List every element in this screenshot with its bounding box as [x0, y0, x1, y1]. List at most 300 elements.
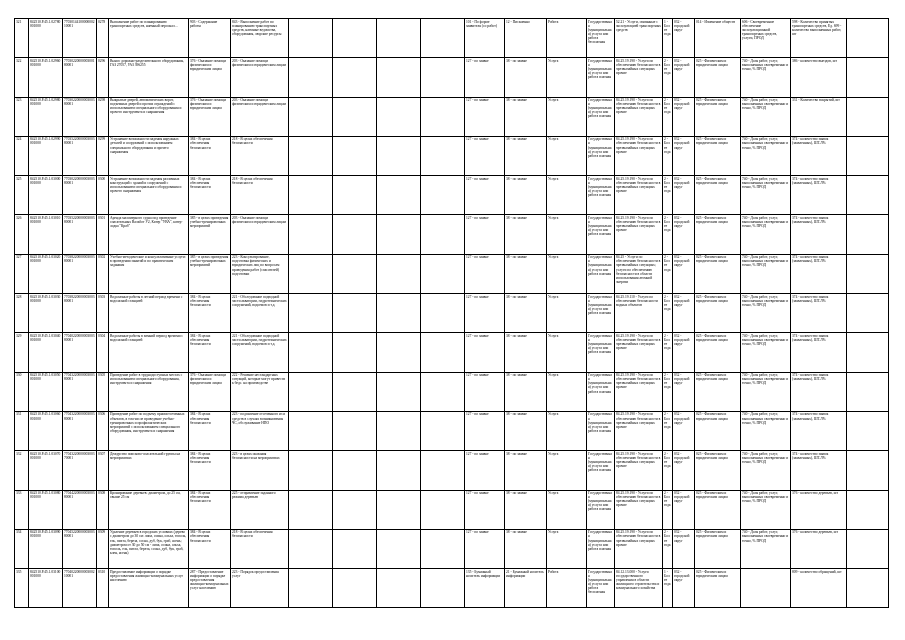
empty-cell	[333, 411, 377, 450]
volume-indicator-cell: 374 - количество заявок (заявленных), ШТ.Л%	[791, 254, 847, 293]
service-code-cell: 842510.Р.45.1.03000001000	[29, 176, 63, 215]
okpd-code-cell: 84.25.19.110 - Услуги по обеспечению безопасности водных объектов	[615, 294, 663, 333]
recipient-category-cell: 025 - Физическим и юридическим лицам	[695, 215, 741, 254]
quality-indicator-cell	[741, 569, 791, 608]
volume-indicator-cell: 376 - количество деревьев, шт	[791, 529, 847, 568]
table-row	[15, 97, 889, 136]
empty-cell	[847, 333, 889, 372]
service-name-cell: Устранение возможности падения наружных деталей и сооружений с использованием специального оборудования и прочего снаряжения	[109, 136, 189, 175]
service-kind-cell: Работа	[547, 19, 587, 58]
period-unit-cell: 2 - Более года	[663, 490, 673, 529]
okved-code-cell: 385 - в целях проведения учебно-тренировочных мероприятий	[189, 254, 231, 293]
okpd-code-cell: 84.25.19.190 - Услуги по обеспечению безопасности в чрезвычайных ситуациях прочие	[615, 97, 663, 136]
service-index-cell: 0296	[97, 58, 109, 97]
okpd-code-cell: 84.25.19.190 - Услуги по обеспечению безопасности в чрезвычайных ситуациях прочие	[615, 58, 663, 97]
empty-cell	[377, 490, 421, 529]
empty-cell	[289, 372, 333, 411]
territory-cell: 032 - городской округ	[673, 529, 695, 568]
okpd-code-cell: 84.25 - Услуги по обеспечению безопасности в чрезвычайных ситуациях; услуги по обеспечению безопасности в области использования атомной энергии	[615, 254, 663, 293]
empty-cell	[377, 451, 421, 490]
service-code-cell: 842510.Р.45.1.03050001000	[29, 372, 63, 411]
service-kind-cell: Услуга	[547, 58, 587, 97]
empty-cell	[333, 215, 377, 254]
empty-cell	[333, 97, 377, 136]
table-row	[15, 333, 889, 372]
delivery-channel-cell: 38 - по заявке	[505, 136, 547, 175]
service-name-cell: Водолазные работы в зимний период времени с водолазной станцией	[109, 333, 189, 372]
service-index-cell: 0307	[97, 451, 109, 490]
empty-cell	[289, 97, 333, 136]
empty-cell	[421, 529, 465, 568]
service-code-cell: 842510.Р.45.1.03080001000	[29, 490, 63, 529]
okved-code-cell: 384 - В целях обеспечения безопасности	[189, 136, 231, 175]
service-content-cell: 203 - Оказание помощи физическим и юридическим лицам	[231, 97, 289, 136]
empty-cell	[377, 58, 421, 97]
okved-code-cell: 903 - Содержание работы	[189, 19, 231, 58]
empty-cell	[847, 294, 889, 333]
payment-type-cell: Государственная (муниципальная) услуга или работа платная	[587, 490, 615, 529]
empty-cell	[377, 372, 421, 411]
empty-cell	[377, 254, 421, 293]
okved-code-cell: 384 - В целях обеспечения безопасности	[189, 451, 231, 490]
empty-cell	[847, 136, 889, 175]
territory-cell: 032 - городской округ	[673, 136, 695, 175]
period-unit-cell: 2 - Более года	[663, 136, 673, 175]
payment-type-cell: Государственная (муниципальная) услуга или работа платная	[587, 333, 615, 372]
period-unit-cell: 2 - Более года	[663, 97, 673, 136]
empty-cell	[289, 451, 333, 490]
payment-type-cell: Государственная (муниципальная) услуга или работа платная	[587, 254, 615, 293]
table-row	[15, 372, 889, 411]
row-number-cell: 325	[15, 176, 29, 215]
service-code-cell: 842510.Р.45.1.02780001000	[29, 19, 63, 58]
okved-code-cell: 384 - В целях обеспечения безопасности	[189, 176, 231, 215]
delivery-channel-cell: 38 - по заявке	[505, 333, 547, 372]
service-index-cell: 0301	[97, 215, 109, 254]
delivery-channel-cell: 38 - по заявке	[505, 254, 547, 293]
territory-cell: 032 - городской округ	[673, 58, 695, 97]
delivery-channel-cell: 38 - по заявке	[505, 411, 547, 450]
service-content-cell: 221 - Обследование подводной части акватории, гидротехнических сооружений, водоемов и т.д.	[231, 294, 289, 333]
recipient-category-cell: 014 - Изменение обществ	[695, 19, 741, 58]
territory-cell: 032 - городской округ	[673, 176, 695, 215]
service-content-cell: 218 - В целях обеспечения безопасности	[231, 176, 289, 215]
recipient-category-cell: 025 - Физическим и юридическим лицам	[695, 136, 741, 175]
delivery-channel-cell: 38 - по заявке	[505, 490, 547, 529]
volume-indicator-cell: 374 - количество заявок (заявленных), ШТ.Л%	[791, 411, 847, 450]
empty-cell	[289, 136, 333, 175]
service-code-cell: 842510.Р.45.1.03030001000	[29, 294, 63, 333]
row-number-cell: 323	[15, 97, 29, 136]
okpd-code-cell: 52.21 - Услуги, связанные с эксплуатацией транспортных средств	[615, 19, 663, 58]
table-row	[15, 569, 889, 608]
service-kind-cell: Услуга	[547, 490, 587, 529]
service-content-cell: 223 - Порядок предоставления услуг	[231, 569, 289, 608]
delivery-channel-cell: 38 - по заявке	[505, 294, 547, 333]
empty-cell	[421, 19, 465, 58]
table-row	[15, 19, 889, 58]
empty-cell	[289, 411, 333, 450]
registry-number-cell: 7703022000000300380001	[63, 176, 97, 215]
territory-cell: 032 - городской округ	[673, 254, 695, 293]
empty-cell	[333, 254, 377, 293]
service-kind-cell: Услуга	[547, 215, 587, 254]
registry-number-cell: 7703522000000300380001	[63, 136, 97, 175]
territory-cell: 032 - городской округ	[673, 333, 695, 372]
delivery-form-cell: 127 - по заявке	[465, 58, 505, 97]
payment-type-cell: Государственная (муниципальная) услуга или работа платная	[587, 58, 615, 97]
territory-cell: 032 - городской округ	[673, 372, 695, 411]
empty-cell	[333, 176, 377, 215]
okpd-code-cell: 84.25.19.190 - Услуги по обеспечению безопасности в чрезвычайных ситуациях прочие	[615, 136, 663, 175]
service-kind-cell: Работа	[547, 569, 587, 608]
service-content-cell: 223 - подпиление отсеченного из и средств в случаях возникновения ЧС, обслуживание НПО	[231, 411, 289, 450]
empty-cell	[421, 490, 465, 529]
empty-cell	[377, 294, 421, 333]
registry-table	[14, 18, 889, 608]
payment-type-cell: Государственная (муниципальная) услуга или работа платная	[587, 136, 615, 175]
recipient-category-cell: 025 - Физическим и юридическим лицам	[695, 97, 741, 136]
row-number-cell: 333	[15, 490, 29, 529]
service-name-cell: Устранение возможности падения различных конструкций с зданий и сооружений с использованием специального оборудования и прочего снаряжения	[109, 176, 189, 215]
territory-cell: 032 - городской округ	[673, 215, 695, 254]
delivery-form-cell: 127 - по заявке	[465, 529, 505, 568]
service-name-cell: Дежурство поисково-спасательной группы на мероприятиях	[109, 451, 189, 490]
delivery-channel-cell: 38 - по заявке	[505, 97, 547, 136]
empty-cell	[421, 411, 465, 450]
delivery-channel-cell: 38 - по заявке	[505, 215, 547, 254]
row-number-cell: 335	[15, 569, 29, 608]
row-number-cell: 334	[15, 529, 29, 568]
row-number-cell: 327	[15, 254, 29, 293]
delivery-form-cell: 127 - по заявке	[465, 411, 505, 450]
empty-cell	[333, 58, 377, 97]
service-content-cell: 843 - Выполнение работ по планированию транспортных средств, наемные ведомства, оборудования, людские ресурсы	[231, 19, 289, 58]
okpd-code-cell: 84.25.19.190 - Услуги по обеспечению безопасности в чрезвычайных ситуациях прочие	[615, 529, 663, 568]
volume-indicator-cell: 331 - Количество вскрытий, шт	[791, 97, 847, 136]
service-name-cell: Водолазные работы в летний период времени с водолазной станцией	[109, 294, 189, 333]
quality-indicator-cell: 740 - Доля работ, услуг, выполненных своевременно и точно, % ПРОД	[741, 490, 791, 529]
okpd-code-cell: 84.25.19.190 - Услуги по обеспечению безопасности в чрезвычайных ситуациях прочие	[615, 176, 663, 215]
empty-cell	[333, 490, 377, 529]
empty-cell	[377, 411, 421, 450]
payment-type-cell: Государственная (муниципальная) услуга или работа платная	[587, 176, 615, 215]
delivery-channel-cell: 12 - Письменно	[505, 19, 547, 58]
service-index-cell: 0306	[97, 411, 109, 450]
quality-indicator-cell: 740 - Доля работ, услуг, выполненных своевременно и точно, % ПРОД	[741, 451, 791, 490]
delivery-form-cell: 127 - по заявке	[465, 176, 505, 215]
volume-indicator-cell: 374 - количество заявок (заявленных), ШТ.Л%	[791, 136, 847, 175]
recipient-category-cell: 025 - Физическим и юридическим лицам	[695, 294, 741, 333]
registry-number-cell: 7703822000000300380001	[63, 254, 97, 293]
service-content-cell: 223 - в целях оказания безопасности на мероприятиях	[231, 451, 289, 490]
service-index-cell: 0302	[97, 254, 109, 293]
empty-cell	[289, 254, 333, 293]
service-code-cell: 842510.Р.45.1.02960001000	[29, 58, 63, 97]
service-index-cell: 0300	[97, 176, 109, 215]
empty-cell	[421, 569, 465, 608]
registry-number-cell: 7704022000000300210001	[63, 569, 97, 608]
empty-cell	[421, 372, 465, 411]
okved-code-cell: 376 - Оказание помощи физическим и юридическим лицам	[189, 372, 231, 411]
empty-cell	[847, 215, 889, 254]
volume-indicator-cell: 598 - Количество принятых транспортных средств, Ед. 699 - количество выполненных работ, шт	[791, 19, 847, 58]
service-kind-cell: Услуга	[547, 372, 587, 411]
service-content-cell: 218 - В целях обеспечения безопасности	[231, 136, 289, 175]
quality-indicator-cell: 740 - Доля работ, услуг, выполненных своевременно и точно, % ПРОД	[741, 411, 791, 450]
empty-cell	[847, 254, 889, 293]
volume-indicator-cell: 809 - количество обращений, шт	[791, 569, 847, 608]
quality-indicator-cell: 740 - Доля работ, услуг, выполненных своевременно и точно, % ПРОД	[741, 136, 791, 175]
delivery-channel-cell: 38 - по заявке	[505, 372, 547, 411]
payment-type-cell: Государственная (муниципальная) услуга или работа бесплатная	[587, 569, 615, 608]
quality-indicator-cell: 740 - Доля работ, услуг, выполненных своевременно и точно, % ПРОД	[741, 97, 791, 136]
recipient-category-cell: 025 - Физическим и юридическим лицам	[695, 254, 741, 293]
empty-cell	[421, 97, 465, 136]
period-unit-cell: 2 - Более года	[663, 451, 673, 490]
recipient-category-cell: 025 - Физическим и юридическим лицам	[695, 411, 741, 450]
empty-cell	[289, 529, 333, 568]
row-number-cell: 331	[15, 411, 29, 450]
empty-cell	[847, 529, 889, 568]
empty-cell	[333, 372, 377, 411]
territory-cell: 032 - городской округ	[673, 490, 695, 529]
recipient-category-cell: 025 - Физическим и юридическим лицам	[695, 569, 741, 608]
empty-cell	[377, 529, 421, 568]
registry-number-cell: 7703522000000300380001	[63, 215, 97, 254]
volume-indicator-cell: 376 - количество деревьев, шт	[791, 490, 847, 529]
service-kind-cell: Услуга	[547, 97, 587, 136]
row-number-cell: 326	[15, 215, 29, 254]
service-content-cell: 218 - В целях обеспечения безопасности	[231, 529, 289, 568]
okpd-code-cell: 84.25.19.190 - Услуги по обеспечению безопасности в чрезвычайных ситуациях прочие	[615, 411, 663, 450]
empty-cell	[289, 294, 333, 333]
table-row	[15, 294, 889, 333]
empty-cell	[377, 19, 421, 58]
empty-cell	[847, 97, 889, 136]
quality-indicator-cell: 740 - Доля работ, услуг, выполненных своевременно и точно, % ПРОД	[741, 58, 791, 97]
service-content-cell: 223 - Консультирование, подготовка физических и юридических лиц по вопросам проведения работ (спасателей) подготовки	[231, 254, 289, 293]
service-code-cell: 842510.Р.45.1.03070001000	[29, 451, 63, 490]
period-unit-cell: 1 - Более года	[663, 569, 673, 608]
okpd-code-cell: 84.25.19.190 - Услуги по обеспечению безопасности в чрезвычайных ситуациях прочие	[615, 490, 663, 529]
empty-cell	[289, 58, 333, 97]
row-number-cell: 322	[15, 58, 29, 97]
empty-cell	[847, 58, 889, 97]
okved-code-cell: 376 - Оказание помощи физическим и юридическим лицам	[189, 97, 231, 136]
service-code-cell: 842510.Р.45.1.02980001000	[29, 97, 63, 136]
recipient-category-cell: 025 - Физическим и юридическим лицам	[695, 529, 741, 568]
empty-cell	[377, 97, 421, 136]
empty-cell	[333, 569, 377, 608]
okved-code-cell: 384 - В целях обеспечения безопасности	[189, 529, 231, 568]
service-code-cell: 842510.Р.45.1.03040001000	[29, 333, 63, 372]
empty-cell	[847, 176, 889, 215]
quality-indicator-cell: 740 - Доля работ, услуг, выполненных своевременно и точно, % ПРОД	[741, 333, 791, 372]
table-row	[15, 58, 889, 97]
table-row	[15, 176, 889, 215]
territory-cell: 032 - городской округ	[673, 411, 695, 450]
delivery-channel-cell: 38 - по заявке	[505, 176, 547, 215]
table-row	[15, 529, 889, 568]
delivery-channel-cell: 38 - по заявке	[505, 529, 547, 568]
service-name-cell: Выполнение работ по планированию транспортных средств, наемный персонал…	[109, 19, 189, 58]
delivery-channel-cell: 38 - по заявке	[505, 451, 547, 490]
volume-indicator-cell: 386 - количество выездов, шт	[791, 58, 847, 97]
registry-number-cell: 7703014410000000210001	[63, 19, 97, 58]
okved-code-cell: 376 - Оказание помощи физическим и юридическим лицам	[189, 58, 231, 97]
recipient-category-cell: 025 - Физическим и юридическим лицам	[695, 58, 741, 97]
table-row	[15, 254, 889, 293]
okved-code-cell: 384 - В целях обеспечения безопасности	[189, 411, 231, 450]
okpd-code-cell: 84.25.19.190 - Услуги по обеспечению безопасности в чрезвычайных ситуациях прочие	[615, 333, 663, 372]
delivery-form-cell: 127 - по заявке	[465, 333, 505, 372]
empty-cell	[421, 58, 465, 97]
payment-type-cell: Государственная (муниципальная) услуга или работа платная	[587, 372, 615, 411]
quality-indicator-cell: 740 - Доля работ, услуг, выполненных своевременно и точно, % ПРОД	[741, 215, 791, 254]
service-kind-cell: Услуга	[547, 254, 587, 293]
service-kind-cell: Услуга	[547, 294, 587, 333]
empty-cell	[847, 490, 889, 529]
service-index-cell: 0308	[97, 490, 109, 529]
payment-type-cell: Государственная (муниципальная) услуга или работа платная	[587, 97, 615, 136]
service-kind-cell: Услуга	[547, 411, 587, 450]
territory-cell: 032 - городской округ	[673, 451, 695, 490]
okpd-code-cell: 84.25.19.190 - Услуги по обеспечению безопасности в чрезвычайных ситуациях прочие	[615, 215, 663, 254]
volume-indicator-cell: 374 - количество заявок (заявленных), ШТ.Л%	[791, 451, 847, 490]
delivery-form-cell: 135 - Бумажный носитель информации	[465, 569, 505, 608]
service-content-cell: 222 - Решение нестандартных ситуаций, которые могут привести к бедс. на производстве	[231, 372, 289, 411]
quality-indicator-cell: 740 - Доля работ, услуг, выполненных своевременно и точно, % ПРОД	[741, 372, 791, 411]
quality-indicator-cell: 740 - Доля работ, услуг, выполненных своевременно и точно, % ПРОД	[741, 176, 791, 215]
delivery-form-cell: 127 - по заявке	[465, 294, 505, 333]
empty-cell	[421, 136, 465, 175]
empty-cell	[377, 215, 421, 254]
payment-type-cell: Государственная (муниципальная) услуга или работа платная	[587, 294, 615, 333]
recipient-category-cell: 025 - Физическим и юридическим лицам	[695, 451, 741, 490]
table-row	[15, 490, 889, 529]
service-name-cell: Учебно-методические и консультативные услуги: в проведении занятий и по практическим заданиям	[109, 254, 189, 293]
delivery-channel-cell: 21 - Бумажный носитель информации	[505, 569, 547, 608]
payment-type-cell: Государственная (муниципальная) услуга или работа платная	[587, 451, 615, 490]
period-unit-cell: 2 - Более года	[663, 294, 673, 333]
service-name-cell: Удаление деревьев в городских условиях (дерево с диаметром до 30 см: липа, осина, ольха, тополь, ель, пихта, береза, сосна, дуб, бук, граб, ясень; диаметром от 30 до 50 см - липа, осина, ольха, тополь, ель, пихта, береза, сосна, дуб, бук, граб, клен, ясень)	[109, 529, 189, 568]
service-code-cell: 842510.Р.45.1.03060001000	[29, 411, 63, 450]
delivery-form-cell: 127 - по заявке	[465, 136, 505, 175]
okved-code-cell: 384 - В целях обеспечения безопасности	[189, 490, 231, 529]
payment-type-cell: Государственная (муниципальная) услуга или работа платная	[587, 215, 615, 254]
delivery-form-cell: 101 - По форме заявителя (со работ)	[465, 19, 505, 58]
empty-cell	[333, 294, 377, 333]
quality-indicator-cell: 740 - Доля работ, услуг, выполненных своевременно и точно, % ПРОД	[741, 529, 791, 568]
service-kind-cell: Услуга	[547, 333, 587, 372]
empty-cell	[333, 529, 377, 568]
row-number-cell: 324	[15, 136, 29, 175]
service-content-cell: 203 - Оказание помощи физическим и юридическим лицам	[231, 215, 289, 254]
row-number-cell: 332	[15, 451, 29, 490]
empty-cell	[333, 136, 377, 175]
service-index-cell: 0303	[97, 294, 109, 333]
row-number-cell: 328	[15, 294, 29, 333]
empty-cell	[289, 490, 333, 529]
delivery-form-cell: 127 - по заявке	[465, 451, 505, 490]
empty-cell	[289, 19, 333, 58]
service-name-cell: Кронирование деревьев: диаметром, до 25 см, свыше 25 см	[109, 490, 189, 529]
registry-number-cell: 7703822000000300380001	[63, 294, 97, 333]
period-unit-cell: 1 - Более года	[663, 19, 673, 58]
period-unit-cell: 2 - Более года	[663, 215, 673, 254]
period-unit-cell: 2 - Более года	[663, 254, 673, 293]
service-code-cell: 842510.Р.45.1.03100001000	[29, 569, 63, 608]
service-index-cell: 0298	[97, 97, 109, 136]
service-index-cell: 0299	[97, 136, 109, 175]
row-number-cell: 329	[15, 333, 29, 372]
territory-cell: 032 - городской округ	[673, 294, 695, 333]
empty-cell	[421, 215, 465, 254]
service-kind-cell: Услуга	[547, 176, 587, 215]
okpd-code-cell: 84.25.19.190 - Услуги по обеспечению безопасности в чрезвычайных ситуациях прочие	[615, 451, 663, 490]
recipient-category-cell: 025 - Физическим и юридическим лицам	[695, 490, 741, 529]
recipient-category-cell: 025 - Физическим и юридическим лицам	[695, 176, 741, 215]
empty-cell	[421, 451, 465, 490]
delivery-form-cell: 127 - по заявке	[465, 215, 505, 254]
empty-cell	[421, 254, 465, 293]
empty-cell	[289, 176, 333, 215]
empty-cell	[421, 294, 465, 333]
quality-indicator-cell: 740 - Доля работ, услуг, выполненных своевременно и точно, % ПРОД	[741, 254, 791, 293]
okved-code-cell: 287 - Предоставление информации о порядке предоставления жилищно-коммунальных услуг населению	[189, 569, 231, 608]
service-kind-cell: Услуга	[547, 529, 587, 568]
delivery-form-cell: 127 - по заявке	[465, 490, 505, 529]
quality-indicator-cell: 740 - Доля работ, услуг, выполненных своевременно и точно, % ПРОД	[741, 294, 791, 333]
table-row	[15, 215, 889, 254]
territory-cell: 032 - городской округ	[673, 97, 695, 136]
period-unit-cell: 2 - Более года	[663, 333, 673, 372]
service-index-cell: 0310	[97, 569, 109, 608]
service-content-cell: 225 - отправление заданного режима деревьев	[231, 490, 289, 529]
payment-type-cell: Государственная (муниципальная) услуга или работа платная	[587, 411, 615, 450]
registry-number-cell: 7703022000000300380001	[63, 97, 97, 136]
okved-code-cell: 384 - В целях обеспечения безопасности	[189, 294, 231, 333]
territory-cell: 032 - городской округ	[673, 19, 695, 58]
okpd-code-cell: 84.25.19.190 - Услуги по обеспечению безопасности в чрезвычайных ситуациях прочие	[615, 372, 663, 411]
okved-code-cell: 385 - в целях проведения учебно-тренировочных мероприятий	[189, 215, 231, 254]
registry-number-cell: 7703022000000300180001	[63, 58, 97, 97]
empty-cell	[377, 176, 421, 215]
empty-cell	[289, 569, 333, 608]
period-unit-cell: 2 - Более года	[663, 58, 673, 97]
empty-cell	[333, 333, 377, 372]
empty-cell	[847, 19, 889, 58]
payment-type-cell: Государственная (муниципальная) услуга или работа бесплатная	[587, 19, 615, 58]
registry-number-cell: 7704022000000300380001	[63, 333, 97, 372]
period-unit-cell: 2 - Более года	[663, 411, 673, 450]
service-code-cell: 842510.Р.45.1.03020001000	[29, 254, 63, 293]
service-index-cell: 0305	[97, 372, 109, 411]
empty-cell	[847, 411, 889, 450]
period-unit-cell: 2 - Более года	[663, 372, 673, 411]
table-row	[15, 411, 889, 450]
table-row	[15, 451, 889, 490]
delivery-form-cell: 127 - по заявке	[465, 254, 505, 293]
service-name-cell: Вынос дорожно-разделительного оборудования, ГАЗ 27057, УАЗ 396255	[109, 58, 189, 97]
service-name-cell: Аренда маломерного судна под проведение спасательных Вальбот У2, Катер "УВА", катер-лодка "Краб"	[109, 215, 189, 254]
service-name-cell: Предоставление информации о порядке предоставления жилищно-коммунальных услуг населению	[109, 569, 189, 608]
service-kind-cell: Услуга	[547, 451, 587, 490]
volume-indicator-cell: 374 - количество заявок (заявленных), ШТ.Л%	[791, 176, 847, 215]
delivery-form-cell: 127 - по заявке	[465, 372, 505, 411]
recipient-category-cell: 025 - Физическим и юридическим лицам	[695, 333, 741, 372]
